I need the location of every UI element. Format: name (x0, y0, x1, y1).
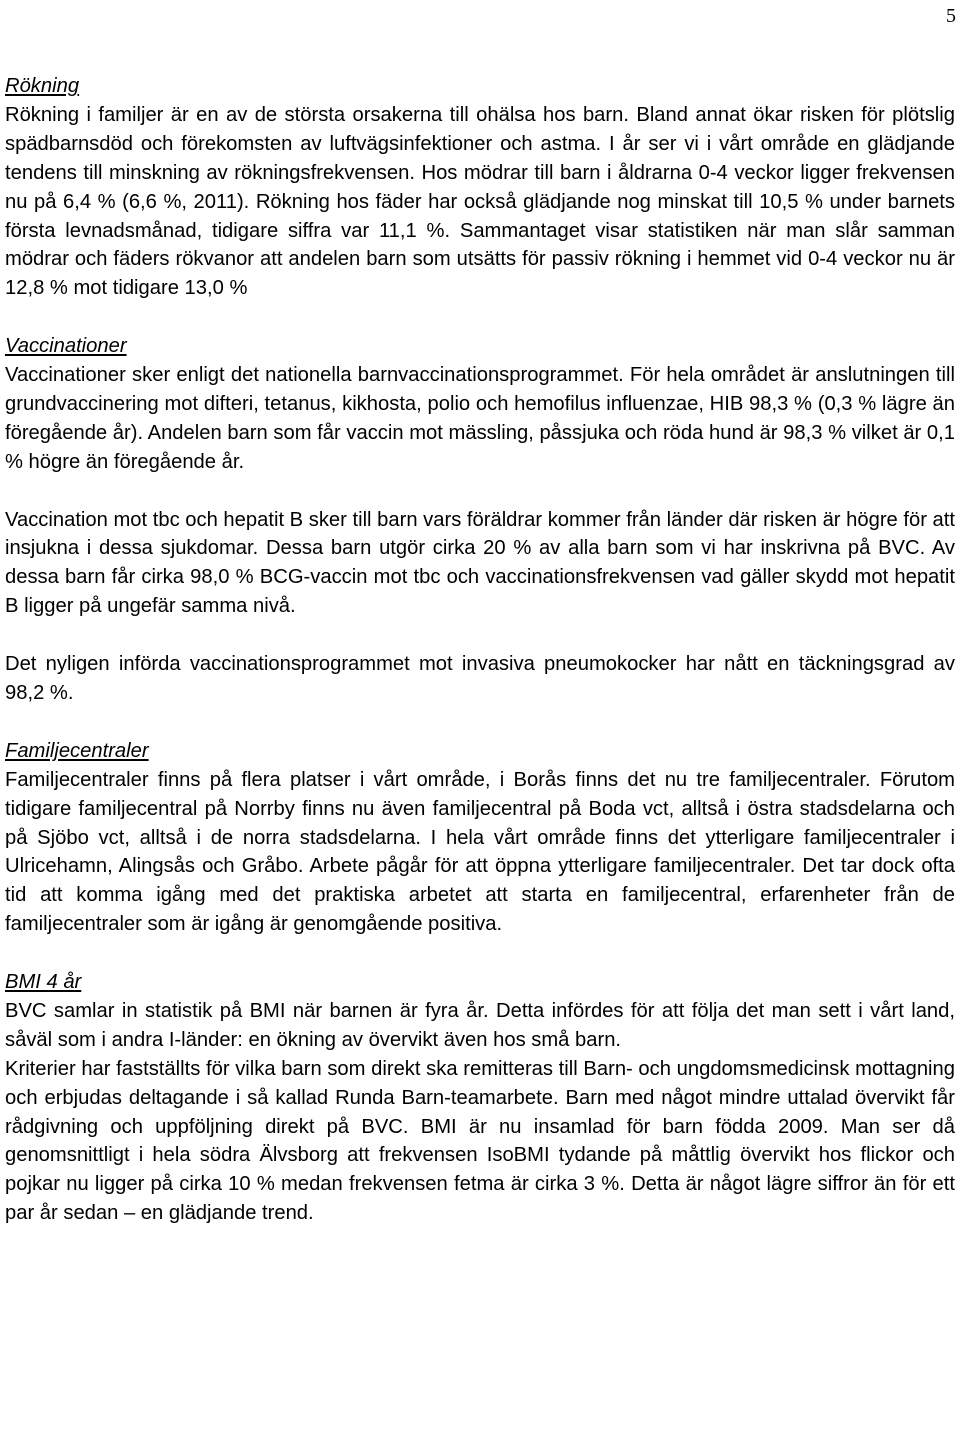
paragraph-bmi-1: BVC samlar in statistik på BMI när barnen är fyra år. Detta infördes för att följa det man sett i vårt land, såväl som i andra I-länder: en ökning av övervikt även hos små barn. (5, 999, 955, 1051)
heading-family-centers: Familjecentraler (5, 739, 149, 762)
section-smoking (5, 72, 955, 303)
paragraph-family-centers: Familjecentraler finns på flera platser i vårt område, i Borås finns det nu tre familjecentraler. Förutom tidigare familjecentral på Norrby finns nu även familjecentral på Boda vct, alltså i östra stadsdelarna och på Sjöbo vct, alltså i de norra stadsdelarna. I hela vårt område finns det ytterligare familjecentraler i Ulricehamn, Alingsås och Gråbo. Arbete pågår för att öppna ytterligare familjecentraler. Det tar dock ofta tid att komma igång med det praktiska arbetet att starta en familjecentral, erfarenheter från de familjecentraler som är igång är genomgående positiva. (5, 768, 955, 936)
section-family-centers (5, 737, 955, 939)
paragraph-vaccinations-2: Vaccination mot tbc och hepatit B sker till barn vars föräldrar kommer från länder där risken är högre för att insjukna i dessa sjukdomar. Dessa barn utgör cirka 20 % av alla barn som vi har inskrivna på BVC. Av dessa barn får cirka 98,0 % BCG-vaccin mot tbc och vaccinationsfrekvensen vad gäller skydd mot hepatit B ligger på ungefär samma nivå. (5, 508, 955, 618)
heading-vaccinations: Vaccinationer (5, 335, 127, 358)
heading-smoking: Rökning (5, 75, 80, 97)
paragraph-vaccinations-3: Det nyligen införda vaccinationsprogrammet mot invasiva pneumokocker har nått en täckningsgrad av 98,2 %. (5, 653, 955, 704)
paragraph-smoking: Rökning i familjer är en av de största orsakerna till ohälsa hos barn. Bland annat ökar risken för plötslig spädbarnsdöd och förekomsten av luftvägsinfektioner och astma. I år ser vi i vårt område en glädjande tendens till minskning av rökningsfrekvensen. Hos mödrar till barn i åldrarna 0-4 veckor ligger frekvensen nu på 6,4 % (6,6 %, 2011). Rökning hos fäder har också glädjande nog minskat till 10,5 % under barnets första levnadsmånad, tidigare siffra var 11,1 %. Sammantaget visar statistiken när man slår samman mödrar och fäders rökvanor att andelen barn som utsätts för passiv rökning i hemmet vid 0-4 veckor nu är 12,8 % mot tidigare 13,0 % (5, 103, 955, 300)
document-body (5, 72, 955, 1228)
section-bmi (5, 968, 955, 1228)
section-vaccinations (5, 332, 955, 708)
page-number: 5 (946, 5, 956, 27)
paragraph-bmi-2: Kriterier har fastställts för vilka barn som direkt ska remitteras till Barn- och ungdomsmedicinsk mottagning och erbjudas deltagande i så kallad Runda Barn-teamarbete. Barn med något mindre uttalad övervikt får rådgivning och uppföljning direkt på BVC. BMI är nu insamlad för barn födda 2009. Man ser då genomsnittligt i hela södra Älvsborg att frekvensen IsoBMI tydande på måttlig övervikt hos flickor och pojkar nu ligger på cirka 10 % medan frekvensen fetma är cirka 3 %. Detta är något lägre siffror än för ett par år sedan – en glädjande trend. (5, 1057, 955, 1225)
heading-bmi: BMI 4 år (5, 971, 82, 994)
paragraph-vaccinations-1: Vaccinationer sker enligt det nationella barnvaccinationsprogrammet. För hela området är anslutningen till grundvaccinering mot difteri, tetanus, kikhosta, polio och hemofilus influenzae, HIB 98,3 % (0,3 % lägre än föregående år). Andelen barn som får vaccin mot mässling, påssjuka och röda hund är 98,3 % vilket är 0,1 % högre än föregående år. (5, 364, 955, 473)
